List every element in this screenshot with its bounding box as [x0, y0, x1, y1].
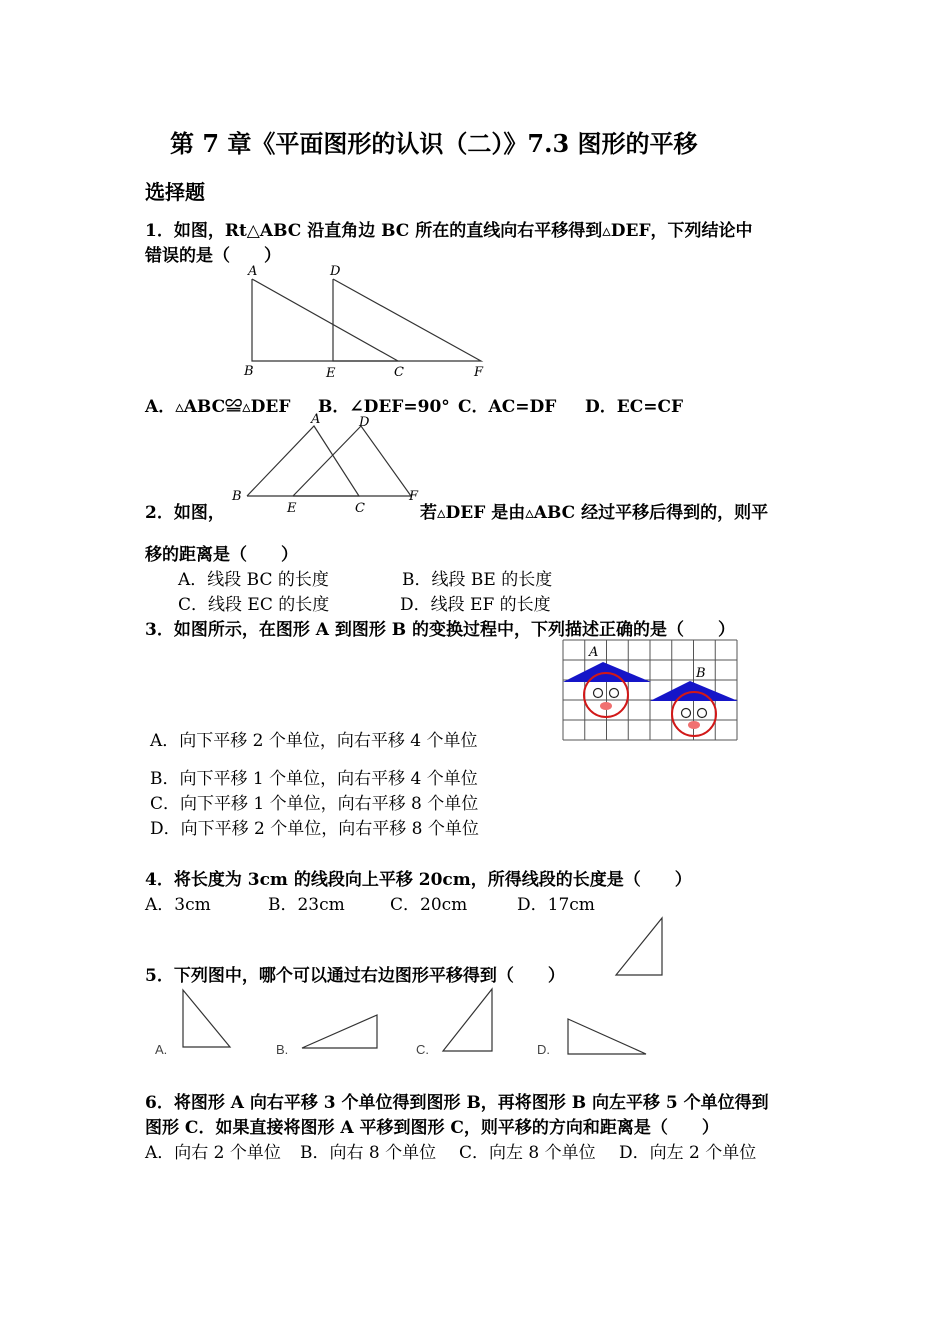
q2-option-c: C．线段 EC 的长度 — [178, 595, 330, 615]
q3-stem: 3．如图所示，在图形 A 到图形 B 的变换过程中，下列描述正确的是（ ） — [145, 620, 736, 640]
q1-label-c: C — [394, 365, 404, 380]
q2-label-f: F — [409, 489, 419, 504]
q1-triangle-def — [333, 279, 481, 361]
q3-option-c: C．向下平移 1 个单位，向右平移 8 个单位 — [150, 794, 479, 814]
q5-option-c-label: C. — [416, 1042, 429, 1057]
q6-option-c: C．向左 8 个单位 — [459, 1143, 596, 1163]
q6-stem-line2: 图形 C．如果直接将图形 A 平移到图形 C，则平移的方向和距离是（ ） — [145, 1118, 719, 1138]
q3-option-d: D．向下平移 2 个单位，向右平移 8 个单位 — [150, 819, 479, 839]
q2-option-d: D．线段 EF 的长度 — [400, 595, 551, 615]
q5-option-d-triangle — [568, 1019, 646, 1054]
q5-option-c-triangle — [443, 989, 492, 1051]
page-title: 第 7 章《平面图形的认识（二）》7.3 图形的平移 — [170, 129, 698, 158]
q2-option-a: A．线段 BC 的长度 — [178, 570, 329, 590]
q4-option-a: A．3cm — [145, 895, 211, 915]
q2-stem-suffix: 若▵DEF 是由▵ABC 经过平移后得到的，则平 — [420, 503, 769, 523]
q3-grid-figure — [563, 640, 739, 742]
q2-option-b: B．线段 BE 的长度 — [402, 570, 553, 590]
q1-label-b: B — [244, 364, 254, 379]
q2-label-e: E — [287, 501, 297, 516]
q2-stem-line2: 移的距离是（ ） — [145, 545, 298, 565]
q1-label-a: A — [248, 264, 258, 279]
q4-stem: 4．将长度为 3cm 的线段向上平移 20cm，所得线段的长度是（ ） — [145, 870, 692, 890]
q4-option-b: B．23cm — [268, 895, 345, 915]
q5-option-d-label: D. — [537, 1042, 550, 1057]
q4-option-c: C．20cm — [390, 895, 468, 915]
q6-option-a: A．向右 2 个单位 — [145, 1143, 281, 1163]
q1-label-e: E — [326, 366, 336, 381]
section-heading: 选择题 — [145, 180, 205, 204]
q6-stem-line1: 6．将图形 A 向右平移 3 个单位得到图形 B，再将图形 B 向左平移 5 个单位得到 — [145, 1093, 769, 1113]
q5-reference-triangle — [610, 912, 670, 982]
q1-figure — [230, 260, 500, 385]
q2-label-c: C — [355, 501, 365, 516]
q2-label-b: B — [232, 489, 242, 504]
q5-option-b-label: B. — [276, 1042, 289, 1057]
q2-stem-prefix: 2．如图， — [145, 503, 225, 523]
q2-label-a: A — [311, 412, 321, 427]
q5-option-a-label: A. — [155, 1042, 168, 1057]
q6-option-d: D．向左 2 个单位 — [619, 1143, 757, 1163]
q2-label-d: D — [359, 415, 370, 430]
q4-option-d: D．17cm — [517, 895, 595, 915]
q1-option-a: A．▵ABC≌▵DEF — [145, 397, 291, 417]
q5-option-a-triangle — [183, 990, 230, 1047]
q1-label-f: F — [474, 365, 484, 380]
q3-option-b: B．向下平移 1 个单位，向右平移 4 个单位 — [150, 769, 478, 789]
q6-option-b: B．向右 8 个单位 — [300, 1143, 437, 1163]
q1-label-d: D — [330, 264, 341, 279]
q5-stem: 5．下列图中，哪个可以通过右边图形平移得到（ ） — [145, 966, 565, 986]
q1-option-b: B．∠DEF=90° — [318, 397, 450, 417]
q5-option-b-triangle — [302, 1015, 377, 1048]
q1-option-d: D．EC=CF — [585, 397, 684, 417]
q1-triangle-abc — [252, 279, 398, 361]
q3-label-a: A — [589, 645, 599, 660]
q3-label-b: B — [696, 666, 706, 681]
q3-option-a: A．向下平移 2 个单位，向右平移 4 个单位 — [150, 731, 478, 751]
q1-stem-line1: 1．如图，Rt△ABC 沿直角边 BC 所在的直线向右平移得到▵DEF，下列结论中 — [145, 221, 753, 241]
q1-stem-line2: 错误的是（ ） — [145, 246, 281, 266]
q1-option-c: C．AC=DF — [458, 397, 557, 417]
q5-options-figure — [150, 985, 660, 1060]
q2-figure — [225, 412, 425, 520]
